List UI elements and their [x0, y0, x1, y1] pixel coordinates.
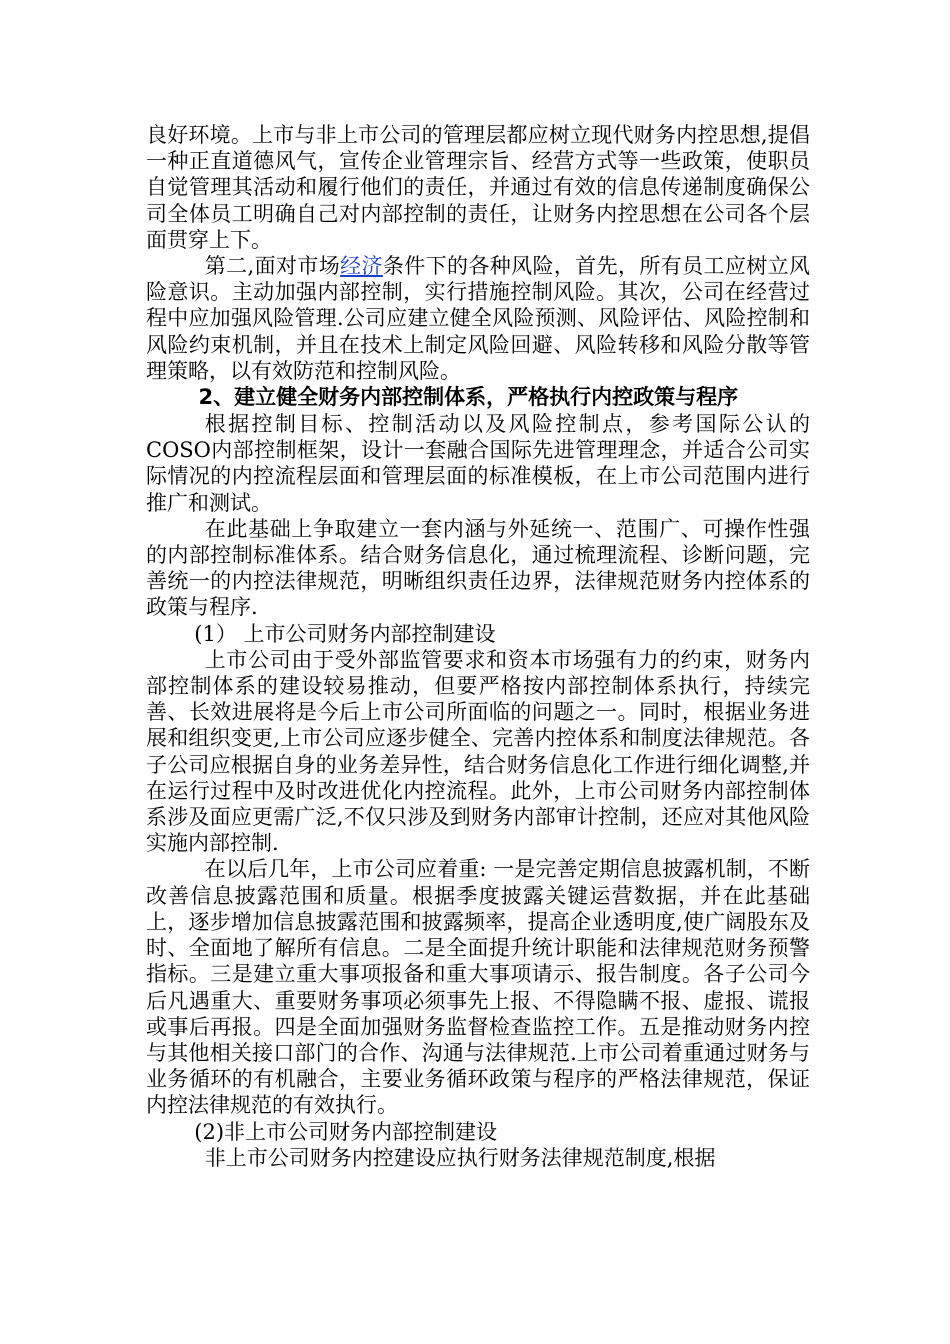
subheading-1: (1） 上市公司财务内部控制建设: [194, 621, 496, 646]
paragraph-4: 在此基础上争取建立一套内涵与外延统一、范围广、可操作性强的内部控制标准体系。结合财务信息化，通过梳理流程、诊断问题，完善统一的内控法律规范，明晰组织责任边界，法律规范财务内控体系的政策与程序.: [146, 516, 810, 620]
economy-link[interactable]: 经济: [340, 254, 383, 279]
paragraph-7: 非上市公司财务内控建设应执行财务法律规范制度,根据: [204, 1145, 716, 1170]
paragraph-2: [146, 253, 810, 384]
paragraph-5: 上市公司由于受外部监管要求和资本市场强有力的约束，财务内部控制体系的建设较易推动，但要严格按内部控制体系执行，持续完善、长效进展将是今后上市公司所面临的问题之一。同时，根据业务进展和组织变更,上市公司应逐步健全、完善内控体系和制度法律规范。各子公司应根据自身的业务差异性，结合财务信息化工作进行细化调整,并在运行过程中及时改进优化内控流程。此外，上市公司财务内部控制体系涉及面应更需广泛,不仅只涉及到财务内部审计控制，还应对其他风险实施内部控制.: [146, 647, 810, 856]
section-heading-2: 2、建立健全财务内部控制体系，严格执行内控政策与程序: [198, 385, 739, 410]
paragraph-6: 在以后几年，上市公司应着重: 一是完善定期信息披露机制，不断改善信息披露范围和质量。根据季度披露关键运营数据，并在此基础上，逐步增加信息披露范围和披露频率，提高企业透明度,使广阔股东及时、全面地了解所有信息。二是全面提升统计职能和法律规范财务预警指标。三是建立重大事项报备和重大事项请示、报告制度。各子公司今后凡遇重大、重要财务事项必须事先上报、不得隐瞒不报、虚报、谎报或事后再报。四是全面加强财务监督检查监控工作。五是推动财务内控与其他相关接口部门的合作、沟通与法律规范.上市公司着重通过财务与业务循环的有机融合，主要业务循环政策与程序的严格法律规范，保证内控法律规范的有效执行。: [146, 857, 810, 1118]
paragraph-2-text-a: 第二,面对市场: [204, 254, 341, 279]
subheading-2: (2)非上市公司财务内部控制建设: [194, 1119, 498, 1144]
paragraph-3: 根据控制目标、控制活动以及风险控制点，参考国际公认的COSO内部控制框架，设计一套融合国际先进管理理念，并适合公司实际情况的内控流程层面和管理层面的标准模板，在上市公司范围内进行推广和测试。: [146, 412, 810, 515]
paragraph-2-text-b: 条件下的各种风险，首先，所有员工应树立风险意识。主动加强内部控制，实行措施控制风险。其次，公司在经营过程中应加强风险管理.公司应建立健全风险预测、风险评估、风险控制和风险约束机制，并且在技术上制定风险回避、风险转移和风险分散等管理策略，以有效防范和控制风险。: [146, 254, 811, 383]
document-page: [146, 122, 810, 1171]
paragraph-1: 良好环境。上市与非上市公司的管理层都应树立现代财务内控思想,提倡一种正直道德风气，宣传企业管理宗旨、经营方式等一些政策，使职员自觉管理其活动和履行他们的责任，并通过有效的信息传递制度确保公司全体员工明确自己对内部控制的责任，让财务内控思想在公司各个层面贯穿上下。: [146, 123, 810, 252]
